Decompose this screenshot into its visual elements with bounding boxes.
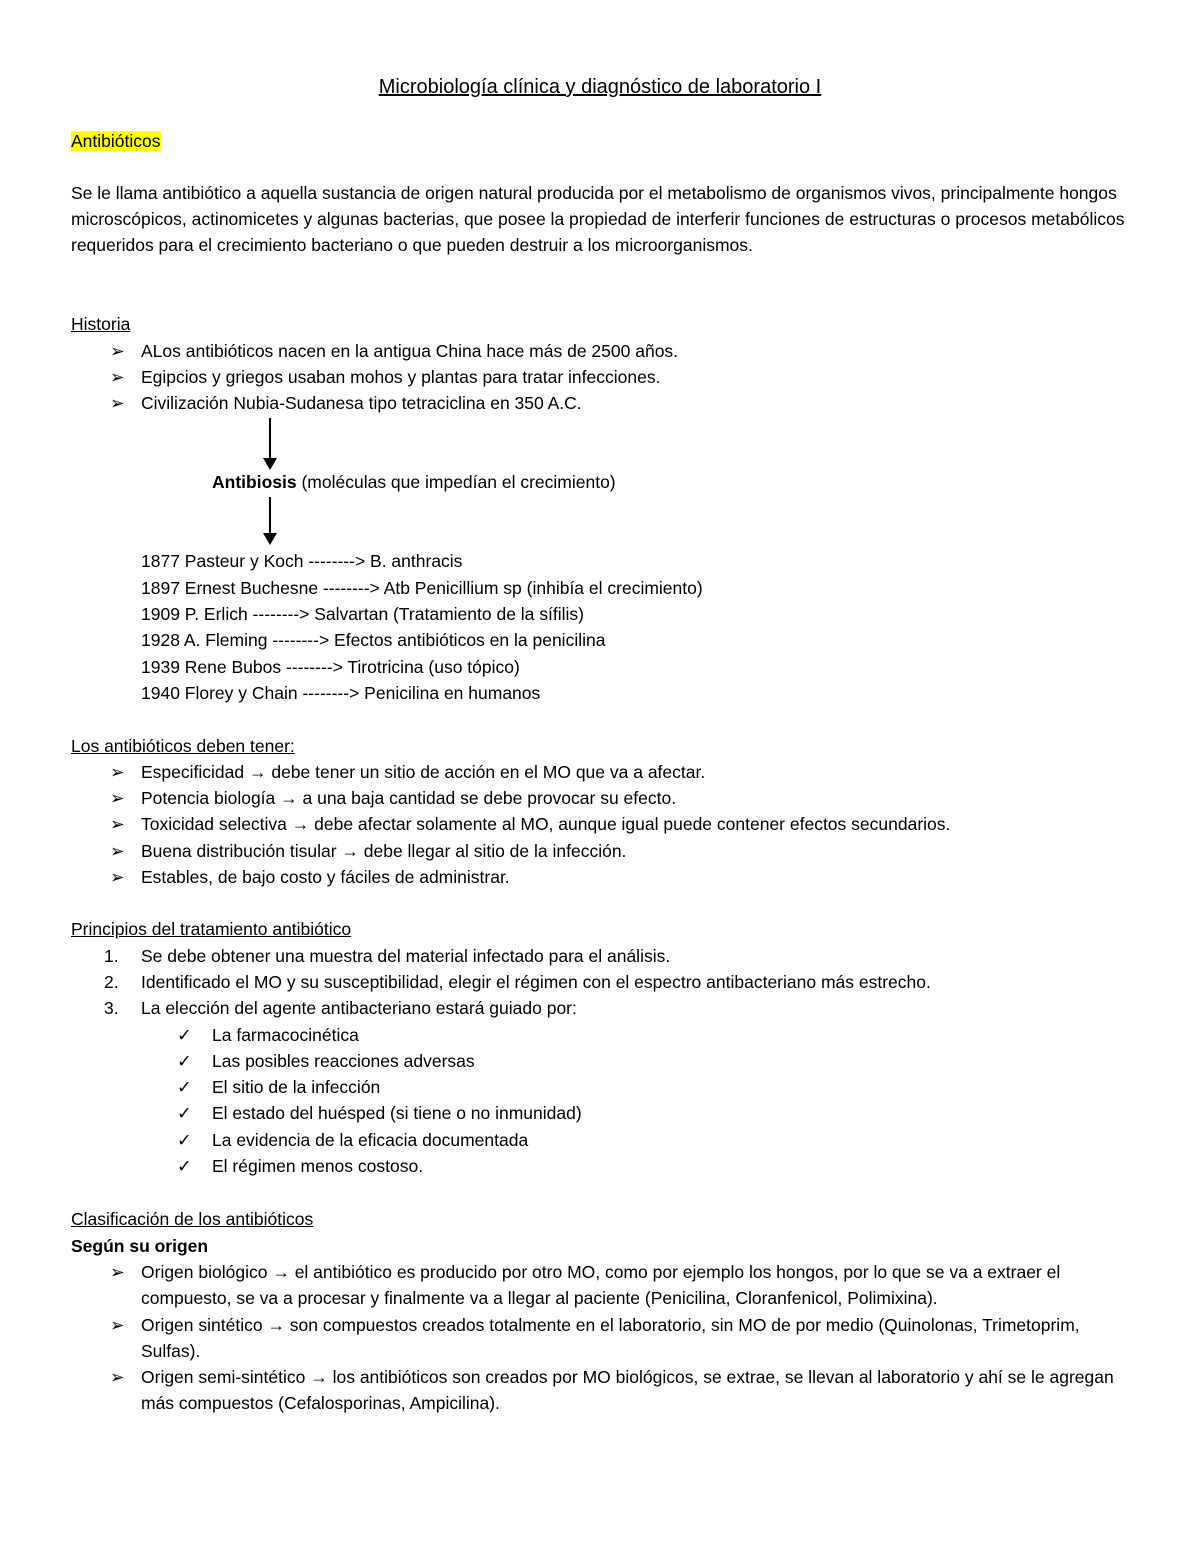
item-number: 3. [104, 998, 119, 1018]
document-title: Microbiología clínica y diagnóstico de laboratorio I [378, 76, 822, 98]
checkmark-icon: ✓ [177, 1077, 192, 1097]
checkmark-icon: ✓ [177, 1130, 192, 1150]
list-item: ➢ Origen biológico → el antibiótico es producido por otro MO, como por ejemplo los hongos, por lo que se va a extraer el compuesto, se va a procesar y finalmente va a llegar al paciente (Penicilina, Cloranfenicol, Polimixina). [0, 1259, 1200, 1311]
check-item: ✓ Las posibles reacciones adversas [0, 1048, 1200, 1074]
item-number: 1. [104, 946, 119, 966]
antibiosis-line [212, 469, 616, 495]
checkmark-icon: ✓ [177, 1025, 192, 1045]
section-heading-principios: Principios del tratamiento antibiótico [71, 919, 352, 939]
list-item: ➢ Especificidad → debe tener un sitio de acción en el MO que va a afectar. [0, 759, 1200, 785]
arrowhead-bullet-icon: ➢ [110, 1367, 125, 1387]
list-item: ➢ Buena distribución tisular → debe llegar al sitio de la infección. [0, 838, 1200, 864]
section-heading-clasificacion: Clasificación de los antibióticos [71, 1209, 314, 1229]
numbered-item: 2. Identificado el MO y su susceptibilidad, elegir el régimen con el espectro antibacteriano más estrecho. [0, 969, 1200, 995]
timeline-entry: 1940 Florey y Chain --------> Penicilina en humanos [141, 683, 541, 703]
arrowhead-bullet-icon: ➢ [110, 1262, 125, 1282]
section-heading-historia: Historia [71, 314, 131, 334]
checkmark-icon: ✓ [177, 1103, 192, 1123]
check-item: ✓ El régimen menos costoso. [0, 1153, 1200, 1179]
section-heading-deben-tener: Los antibióticos deben tener: [71, 736, 295, 756]
arrowhead-bullet-icon: ➢ [110, 788, 125, 808]
arrowhead-bullet-icon: ➢ [110, 762, 125, 782]
list-item: ➢ Origen sintético → son compuestos creados totalmente en el laboratorio, sin MO de por medio (Quinolonas, Trimetoprim, Sulfas). [0, 1312, 1200, 1364]
check-item: ✓ La farmacocinética [0, 1022, 1200, 1048]
timeline-entry: 1939 Rene Bubos --------> Tirotricina (uso tópico) [141, 657, 520, 677]
antibiosis-description: (moléculas que impedían el crecimiento) [296, 472, 616, 492]
timeline-entry: 1928 A. Fleming --------> Efectos antibióticos en la penicilina [141, 630, 606, 650]
arrowhead-bullet-icon: ➢ [110, 341, 125, 361]
list-item: ➢ Egipcios y griegos usaban mohos y plantas para tratar infecciones. [0, 364, 1200, 390]
list-item: ➢ Origen semi-sintético → los antibióticos son creados por MO biológicos, se extrae, se llevan al laboratorio y ahí se le agregan más compuestos (Cefalosporinas, Ampicilina). [0, 1364, 1200, 1416]
down-arrow-icon [268, 418, 272, 470]
list-item: ➢ ALos antibióticos nacen en la antigua China hace más de 2500 años. [0, 338, 1200, 364]
timeline-entry: 1897 Ernest Buchesne --------> Atb Penicillium sp (inhibía el crecimiento) [141, 578, 703, 598]
antibiosis-term: Antibiosis [212, 472, 297, 492]
down-arrow-icon [268, 497, 272, 545]
item-number: 2. [104, 972, 119, 992]
list-item: ➢ Estables, de bajo costo y fáciles de administrar. [0, 864, 1200, 890]
arrowhead-bullet-icon: ➢ [110, 1315, 125, 1335]
checkmark-icon: ✓ [177, 1051, 192, 1071]
arrowhead-bullet-icon: ➢ [110, 814, 125, 834]
arrowhead-bullet-icon: ➢ [110, 393, 125, 413]
check-item: ✓ La evidencia de la eficacia documentada [0, 1127, 1200, 1153]
definition-paragraph: Se le llama antibiótico a aquella sustancia de origen natural producida por el metabolismo de organismos vivos, principalmente hongos microscópicos, actinomicetes y algunas bacterias, que posee la propiedad de interferir funciones de estructuras o procesos metabólicos requeridos para el crecimiento bacteriano o que pueden destruir a los microorganismos. [71, 183, 1125, 255]
list-item: ➢ Civilización Nubia-Sudanesa tipo tetraciclina en 350 A.C. [0, 390, 1200, 416]
numbered-item: 3. La elección del agente antibacteriano estará guiado por: [0, 995, 1200, 1021]
timeline-entry: 1909 P. Erlich --------> Salvartan (Tratamiento de la sífilis) [141, 604, 584, 624]
arrowhead-bullet-icon: ➢ [110, 867, 125, 887]
arrowhead-bullet-icon: ➢ [110, 367, 125, 387]
list-item: ➢ Potencia biología → a una baja cantidad se debe provocar su efecto. [0, 785, 1200, 811]
highlighted-heading: Antibióticos [71, 131, 161, 151]
checkmark-icon: ✓ [177, 1156, 192, 1176]
check-item: ✓ El sitio de la infección [0, 1074, 1200, 1100]
timeline-entry: 1877 Pasteur y Koch --------> B. anthracis [141, 551, 463, 571]
subheading-segun-origen: Según su origen [71, 1236, 209, 1256]
section-heading-antibioticos [71, 128, 161, 154]
arrowhead-bullet-icon: ➢ [110, 841, 125, 861]
list-item: ➢ Toxicidad selectiva → debe afectar solamente al MO, aunque igual puede contener efectos secundarios. [0, 811, 1200, 837]
check-item: ✓ El estado del huésped (si tiene o no inmunidad) [0, 1100, 1200, 1126]
numbered-item: 1. Se debe obtener una muestra del material infectado para el análisis. [0, 943, 1200, 969]
